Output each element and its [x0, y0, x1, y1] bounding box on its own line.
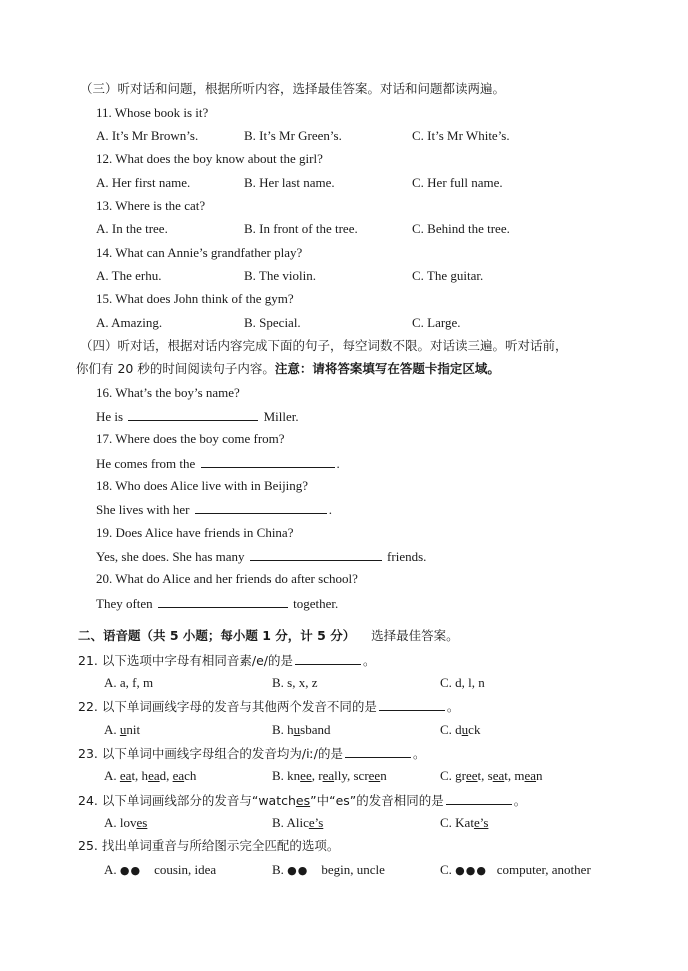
sentence-18: [96, 500, 332, 519]
question-22-end: 。: [446, 699, 460, 714]
option-13-b[interactable]: B. In front of the tree.: [244, 221, 358, 236]
sentence-18-pre: She lives with her: [96, 502, 190, 517]
option-25-b-label: B.: [272, 862, 284, 877]
option-23-a-mid-2: d,: [159, 768, 173, 783]
option-25-a-words: cousin, idea: [154, 862, 217, 877]
blank-23[interactable]: [345, 744, 411, 758]
question-23-end: 。: [412, 746, 426, 761]
option-23-b-mid-1: , r: [311, 768, 323, 783]
option-13-a[interactable]: A. In the tree.: [96, 221, 168, 236]
option-22-b-pre: B. h: [272, 722, 294, 737]
blank-20[interactable]: [158, 594, 288, 608]
option-22-b-underlined: u: [293, 722, 301, 737]
option-23-c-underlined-3: ea: [524, 768, 537, 783]
option-24-b-underlined: e’s: [308, 815, 324, 830]
sentence-20-post: together.: [293, 596, 339, 611]
question-24-stem-underlined: es: [295, 793, 311, 808]
sentence-16-post: Miller.: [263, 409, 299, 424]
section2-heading: [78, 627, 459, 645]
option-22-c-pre: C. d: [440, 722, 462, 737]
option-23-a-underlined-2: ea: [148, 768, 160, 783]
option-22-c-underlined: u: [461, 722, 469, 737]
option-23-c-mid-2: t, m: [504, 768, 525, 783]
option-23-b-post: n: [380, 768, 387, 783]
option-15-c[interactable]: C. Large.: [412, 315, 461, 330]
sentence-18-post: .: [328, 502, 333, 517]
question-24-end: 。: [513, 793, 527, 808]
option-23-a-pre: A.: [104, 768, 120, 783]
question-19: 19. Does Alice have friends in China?: [96, 525, 294, 540]
option-22-c[interactable]: [440, 721, 480, 739]
question-21-end: 。: [362, 653, 376, 668]
option-23-a-underlined-3: ea: [172, 768, 185, 783]
option-25-c[interactable]: [440, 861, 591, 880]
sentence-17-post: .: [336, 456, 340, 471]
option-24-c[interactable]: [440, 814, 488, 832]
part3-heading: （三）听对话和问题，根据所听内容，选择最佳答案。对话和问题都读两遍。: [80, 81, 506, 96]
option-22-a[interactable]: [104, 721, 140, 739]
question-16: 16. What’s the boy’s name?: [96, 385, 240, 400]
question-13: 13. Where is the cat?: [96, 198, 206, 213]
option-25-b[interactable]: [272, 861, 385, 880]
sentence-17-pre: He comes from the: [96, 456, 196, 471]
option-25-b-words: begin, uncle: [321, 862, 385, 877]
option-23-c-underlined-2: ea: [492, 768, 505, 783]
option-24-c-underlined: e’s: [473, 815, 489, 830]
option-23-b-underlined-1: ee: [300, 768, 312, 783]
option-11-a[interactable]: A. It’s Mr Brown’s.: [96, 128, 199, 143]
question-24-stem-mid: ”中“es”的发音相同的是: [310, 793, 444, 808]
option-22-b[interactable]: [272, 721, 331, 739]
option-12-a[interactable]: A. Her first name.: [96, 175, 191, 190]
question-24: [78, 791, 526, 810]
option-21-c[interactable]: C. d, l, n: [440, 675, 485, 690]
option-21-a[interactable]: A. a, f, m: [104, 675, 154, 690]
option-24-a-pre: A. lov: [104, 815, 137, 830]
sentence-20-pre: They often: [96, 596, 153, 611]
option-13-c[interactable]: C. Behind the tree.: [412, 221, 510, 236]
option-23-b-underlined-3: ee: [368, 768, 381, 783]
question-23: [78, 744, 425, 763]
part4-heading-line2: [76, 360, 500, 378]
option-23-b-mid-2: lly, scr: [334, 768, 369, 783]
option-25-c-label: C.: [440, 862, 452, 877]
question-22: [78, 697, 459, 716]
option-14-b[interactable]: B. The violin.: [244, 268, 316, 283]
option-23-c-pre: C. gr: [440, 768, 466, 783]
option-23-a[interactable]: [104, 767, 196, 785]
option-23-c-underlined-1: ee: [466, 768, 478, 783]
option-24-a[interactable]: [104, 814, 147, 832]
option-14-c[interactable]: C. The guitar.: [412, 268, 484, 283]
question-11: 11. Whose book is it?: [96, 105, 209, 120]
option-11-b[interactable]: B. It’s Mr Green’s.: [244, 128, 342, 143]
question-22-stem: 22. 以下单词画线字母的发音与其他两个发音不同的是: [78, 699, 377, 714]
option-24-b[interactable]: [272, 814, 323, 832]
sentence-16: [96, 407, 299, 426]
option-24-b-pre: B. Alic: [272, 815, 309, 830]
question-15: 15. What does John think of the gym?: [96, 291, 294, 306]
question-23-stem: 23. 以下单词中画线字母组合的发音均为/iː/的是: [78, 746, 343, 761]
option-23-b-underlined-2: ea: [322, 768, 335, 783]
option-25-a[interactable]: [104, 861, 216, 880]
stress-pattern-icon: ●●●: [455, 864, 487, 877]
stress-pattern-icon: ●●: [119, 864, 142, 877]
option-23-b-pre: B. kn: [272, 768, 301, 783]
blank-21[interactable]: [295, 651, 361, 665]
option-15-a[interactable]: A. Amazing.: [96, 315, 163, 330]
question-14: 14. What can Annie’s grandfather play?: [96, 245, 303, 260]
option-22-a-post: nit: [126, 722, 141, 737]
option-15-b[interactable]: B. Special.: [244, 315, 301, 330]
option-23-a-mid-1: t, h: [131, 768, 149, 783]
part4-heading-line1: （四）听对话，根据对话内容完成下面的句子，每空词数不限。对话读三遍。听对话前，: [80, 338, 568, 353]
question-20: 20. What do Alice and her friends do after school?: [96, 571, 358, 586]
blank-17[interactable]: [201, 454, 335, 468]
option-12-c[interactable]: C. Her full name.: [412, 175, 503, 190]
part4-notice: 注意：请将答案填写在答题卡指定区域。: [274, 361, 500, 376]
option-23-b[interactable]: [272, 767, 387, 785]
sentence-20: [96, 594, 338, 613]
option-22-a-pre: A.: [104, 722, 120, 737]
option-25-a-label: A.: [104, 862, 117, 877]
option-12-b[interactable]: B. Her last name.: [244, 175, 335, 190]
sentence-19: [96, 547, 426, 566]
blank-18[interactable]: [195, 500, 327, 514]
sentence-19-post: friends.: [387, 549, 427, 564]
blank-19[interactable]: [250, 547, 382, 561]
option-23-a-underlined-1: ea: [119, 768, 132, 783]
sentence-17: [96, 454, 340, 473]
part4-heading-text: 你们有 20 秒的时间阅读句子内容。: [76, 361, 275, 376]
option-14-a[interactable]: A. The erhu.: [96, 268, 162, 283]
option-23-a-post: ch: [184, 768, 197, 783]
option-22-a-underlined: u: [119, 722, 127, 737]
option-23-c-post: n: [536, 768, 543, 783]
option-23-c-mid-1: t, s: [477, 768, 493, 783]
section2-heading-rest: 选择最佳答案。: [371, 628, 459, 643]
sentence-19-pre: Yes, she does. She has many: [96, 549, 245, 564]
question-18: 18. Who does Alice live with in Beijing?: [96, 478, 309, 493]
option-22-c-post: ck: [468, 722, 481, 737]
option-23-c[interactable]: [440, 767, 543, 785]
blank-22[interactable]: [379, 697, 445, 711]
question-17: 17. Where does the boy come from?: [96, 431, 285, 446]
question-21: [78, 651, 375, 670]
option-21-b[interactable]: B. s, x, z: [272, 675, 318, 690]
option-11-c[interactable]: C. It’s Mr White’s.: [412, 128, 510, 143]
option-25-c-words: computer, another: [496, 862, 591, 877]
question-24-stem: 24. 以下单词画线部分的发音与“watch: [78, 793, 296, 808]
question-12: 12. What does the boy know about the girl?: [96, 151, 323, 166]
option-24-c-pre: C. Kat: [440, 815, 474, 830]
sentence-16-pre: He is: [96, 409, 124, 424]
blank-24[interactable]: [446, 791, 512, 805]
question-25: 25. 找出单词重音与所给图示完全匹配的选项。: [78, 838, 340, 853]
option-24-a-underlined: es: [136, 815, 148, 830]
question-21-stem: 21. 以下选项中字母有相同音素/e/的是: [78, 653, 293, 668]
blank-16[interactable]: [128, 407, 258, 421]
option-22-b-post: sband: [300, 722, 331, 737]
stress-pattern-icon: ●●: [287, 864, 309, 877]
section2-heading-bold: 二、语音题（共 5 小题；每小题 1 分，计 5 分）: [78, 628, 356, 643]
